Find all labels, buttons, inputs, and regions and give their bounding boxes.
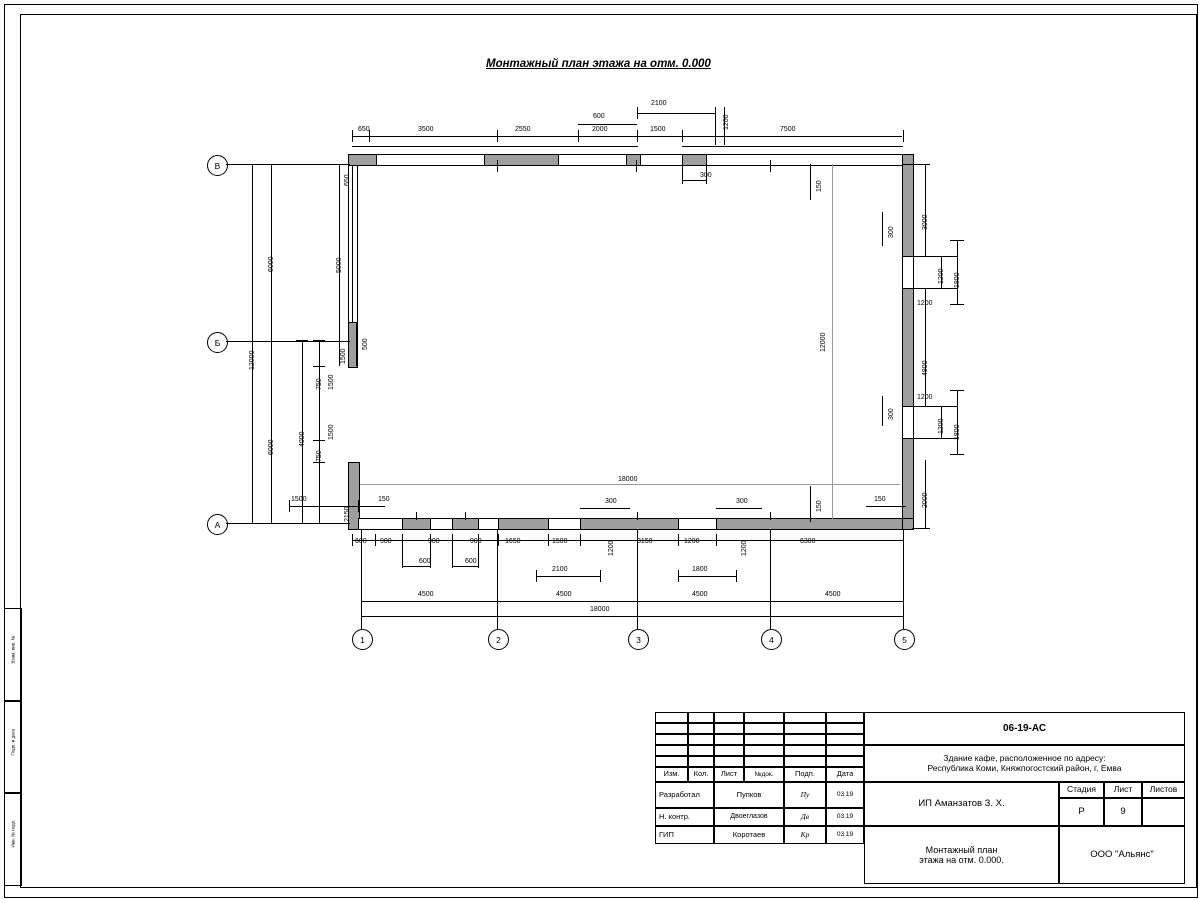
- axis-marker-4: 4: [761, 629, 782, 650]
- object-description: [864, 745, 1185, 782]
- rev-grid-r2c3: [714, 723, 744, 734]
- dim-left-750-a: 750: [316, 378, 323, 390]
- wall-bottom-gap-1: [430, 518, 454, 530]
- dim-left-6000-top: 6000: [268, 256, 275, 272]
- rev-grid-r5c1: [655, 756, 688, 767]
- wall-top-gap: [640, 154, 684, 166]
- rev-grid-r2c1: [655, 723, 688, 734]
- wall-corner-top-left: [348, 154, 378, 166]
- row-role-gip: ГИП: [655, 826, 714, 844]
- dim-left-150: 150: [378, 496, 390, 503]
- axis-marker-v: В: [207, 155, 228, 176]
- dim-bot-18000: 18000: [590, 606, 610, 613]
- company-name: ООО "Альянс": [1059, 826, 1185, 884]
- rev-grid-r5c6: [826, 756, 864, 767]
- dim-300-top: 300: [700, 172, 712, 179]
- wall-top-seg-3: [558, 154, 628, 166]
- dim-left-1500-d: 1500: [291, 496, 307, 503]
- sheet-title-line-1: Монтажный план: [925, 844, 998, 855]
- dim-bot-4500-4: 4500: [825, 591, 841, 598]
- dim-bot-600: 600: [355, 538, 367, 545]
- dim-left-500: 500: [362, 338, 369, 350]
- wall-bottom-gap-2: [478, 518, 500, 530]
- dim-right-1200-b: 1200: [917, 300, 933, 307]
- sheet-title: [864, 826, 1059, 884]
- dim-right-1200-d: 1200: [917, 394, 933, 401]
- rev-grid-r4c5: [784, 745, 826, 756]
- rev-grid-r3c6: [826, 734, 864, 745]
- rev-grid-r5c5: [784, 756, 826, 767]
- rev-grid-r4c3: [714, 745, 744, 756]
- rev-grid-r3c4: [744, 734, 784, 745]
- rev-grid-r3c1: [655, 734, 688, 745]
- row-date-gip: 03.19: [826, 826, 864, 844]
- object-line-1: Здание кафе, расположенное по адресу:: [943, 752, 1106, 763]
- wall-right-seg-3: [902, 438, 914, 530]
- rev-grid-r1c6: [826, 712, 864, 723]
- dim-bot-900-c: 900: [470, 538, 482, 545]
- sheet-title-line-2: этажа на отм. 0.000.: [919, 855, 1004, 865]
- rev-grid-r1c1: [655, 712, 688, 723]
- rev-grid-r2c6: [826, 723, 864, 734]
- wall-bottom-gap-4: [678, 518, 718, 530]
- dim-top-1500: 1500: [650, 126, 666, 133]
- dim-bot-3150: 3150: [637, 538, 653, 545]
- rev-grid-r1c4: [744, 712, 784, 723]
- customer-name: ИП Аманзатов З. Х.: [864, 782, 1059, 826]
- dim-bot-2100: 2100: [552, 566, 568, 573]
- stage-value: Р: [1059, 798, 1104, 826]
- dim-bot-4500-1: 4500: [418, 591, 434, 598]
- row-sign-razrabotal: Пу: [784, 782, 826, 808]
- row-date-razrabotal: 03.19: [826, 782, 864, 808]
- rev-grid-r4c2: [688, 745, 714, 756]
- dim-bot-1200-v2: 1200: [741, 540, 748, 556]
- dim-left-6000-bottom: 6000: [268, 439, 275, 455]
- dim-left-4000: 4000: [299, 431, 306, 447]
- dim-top-2550: 2550: [515, 126, 531, 133]
- margin-box-inv: [4, 792, 22, 886]
- dim-bot-600-a: 600: [419, 558, 431, 565]
- wall-right-gap-1: [902, 256, 914, 290]
- dim-bot-1500: 1500: [552, 538, 568, 545]
- dim-top-1200: 1200: [723, 114, 730, 130]
- sheet-border-right-strip: [1185, 14, 1197, 888]
- dim-left-1500-c: 1500: [328, 424, 335, 440]
- stage-header: Стадия: [1059, 782, 1104, 798]
- rev-grid-r2c4: [744, 723, 784, 734]
- dim-bot-1200-v1: 1200: [608, 540, 615, 556]
- rev-header-list: Лист: [714, 767, 744, 782]
- row-name-razrabotal: Пупков: [714, 782, 784, 808]
- dim-top-650: 650: [358, 126, 370, 133]
- rev-grid-r5c4: [744, 756, 784, 767]
- list-header: Лист: [1104, 782, 1142, 798]
- wall-right-seg-2: [902, 288, 914, 408]
- wall-bottom-seg-1: [402, 518, 432, 530]
- wall-bottom-seg-3: [498, 518, 550, 530]
- wall-bottom-gap-3: [548, 518, 582, 530]
- dim-right-3000: 3000: [922, 214, 929, 230]
- dim-left-2150: 2150: [344, 506, 351, 522]
- title-block: [655, 712, 1185, 884]
- rev-grid-r1c5: [784, 712, 826, 723]
- wall-top-seg-6: [706, 154, 904, 166]
- wall-top-seg-2: [484, 154, 560, 166]
- row-name-gip: Коротаев: [714, 826, 784, 844]
- dim-interior-18000: 18000: [618, 476, 638, 483]
- rev-header-podp: Подп.: [784, 767, 826, 782]
- wall-right-gap-2: [902, 406, 914, 440]
- row-role-razrabotal: Разработал: [655, 782, 714, 808]
- axis-marker-b: Б: [207, 332, 228, 353]
- rev-grid-r1c2: [688, 712, 714, 723]
- dim-right-300-b: 300: [888, 408, 895, 420]
- rev-header-kol: Кол.: [688, 767, 714, 782]
- dim-right-300-a: 300: [888, 226, 895, 238]
- rev-grid-r2c2: [688, 723, 714, 734]
- axis-marker-1: 1: [352, 629, 373, 650]
- margin-label-vzam: Взам. инв. №: [10, 635, 16, 664]
- axis-marker-a: А: [207, 514, 228, 535]
- rev-grid-r5c3: [714, 756, 744, 767]
- dim-150-top-right: 150: [816, 180, 823, 192]
- dim-bot-4500-3: 4500: [692, 591, 708, 598]
- dim-top-7500: 7500: [780, 126, 796, 133]
- rev-grid-r4c4: [744, 745, 784, 756]
- rev-grid-r4c1: [655, 745, 688, 756]
- row-sign-gip: Кр: [784, 826, 826, 844]
- axis-marker-5: 5: [894, 629, 915, 650]
- doc-code: 06-19-АС: [864, 712, 1185, 745]
- dim-left-650: 650: [344, 174, 351, 186]
- dim-left-5000: 5000: [336, 257, 343, 273]
- row-role-nkontr: Н. контр.: [655, 808, 714, 826]
- rev-header-ndok: №док.: [744, 767, 784, 782]
- margin-label-inv: Инв. № подл.: [10, 819, 16, 848]
- dim-bot-300-a: 300: [605, 498, 617, 505]
- dim-right-2000: 2000: [922, 492, 929, 508]
- dim-bot-4500-2: 4500: [556, 591, 572, 598]
- rev-header-data: Дата: [826, 767, 864, 782]
- rev-grid-r4c6: [826, 745, 864, 756]
- wall-right-seg-1: [902, 164, 914, 258]
- margin-box-podp: [4, 700, 22, 794]
- rev-grid-r3c3: [714, 734, 744, 745]
- rev-grid-r5c2: [688, 756, 714, 767]
- dim-bot-900-b: 900: [428, 538, 440, 545]
- dim-bot-6300: 6300: [800, 538, 816, 545]
- row-sign-nkontr: Дв: [784, 808, 826, 826]
- wall-bottom-seg-0: [358, 518, 404, 530]
- rev-header-izm: Изм.: [655, 767, 688, 782]
- dim-top-3500: 3500: [418, 126, 434, 133]
- dim-right-1800-a: 1800: [954, 272, 961, 288]
- dim-right-1800-b: 1800: [954, 424, 961, 440]
- dim-left-1500-a: 1500: [328, 374, 335, 390]
- dim-right-1200-c: 1200: [938, 418, 945, 434]
- sheets-total-value: [1142, 798, 1185, 826]
- dim-bot-1800: 1800: [692, 566, 708, 573]
- dim-left-750-b: 750: [316, 450, 323, 462]
- wall-top-seg-1: [376, 154, 486, 166]
- object-line-2: Республика Коми, Княжпогостский район, г. Емва: [927, 762, 1122, 773]
- rev-grid-r3c5: [784, 734, 826, 745]
- dim-bot-1650: 1650: [505, 538, 521, 545]
- dim-bot-300-b: 300: [736, 498, 748, 505]
- row-date-nkontr: 03.19: [826, 808, 864, 826]
- rev-grid-r3c2: [688, 734, 714, 745]
- dim-bot-900-a: 900: [380, 538, 392, 545]
- dim-top-2000: 2000: [592, 126, 608, 133]
- wall-top-seg-5: [682, 154, 708, 166]
- dim-interior-12000: 12000: [820, 332, 827, 352]
- dim-right-1200-a: 1200: [938, 268, 945, 284]
- row-name-nkontr: Двоеглазов: [714, 808, 784, 826]
- axis-marker-2: 2: [488, 629, 509, 650]
- dim-right-4900: 4900: [922, 360, 929, 376]
- lists-header: Листов: [1142, 782, 1185, 798]
- margin-box-vzam: [4, 608, 22, 702]
- page-title: Монтажный план этажа на отм. 0.000: [486, 58, 711, 70]
- rev-grid-r2c5: [784, 723, 826, 734]
- dim-top-600: 600: [593, 113, 605, 120]
- dim-left-1500-b: 1500: [340, 348, 347, 364]
- dim-left-12000: 12000: [249, 350, 256, 370]
- axis-marker-3: 3: [628, 629, 649, 650]
- rev-grid-r1c3: [714, 712, 744, 723]
- dim-right-150: 150: [816, 500, 823, 512]
- dim-top-2100: 2100: [651, 100, 667, 107]
- sheet-value: 9: [1104, 798, 1142, 826]
- wall-bottom-seg-2: [452, 518, 480, 530]
- wall-bottom-seg-4: [580, 518, 680, 530]
- margin-label-podp: Подп. и дата: [10, 728, 16, 756]
- dim-right-150-b: 150: [874, 496, 886, 503]
- dim-bot-600-b: 600: [465, 558, 477, 565]
- dim-bot-1200-a: 1200: [684, 538, 700, 545]
